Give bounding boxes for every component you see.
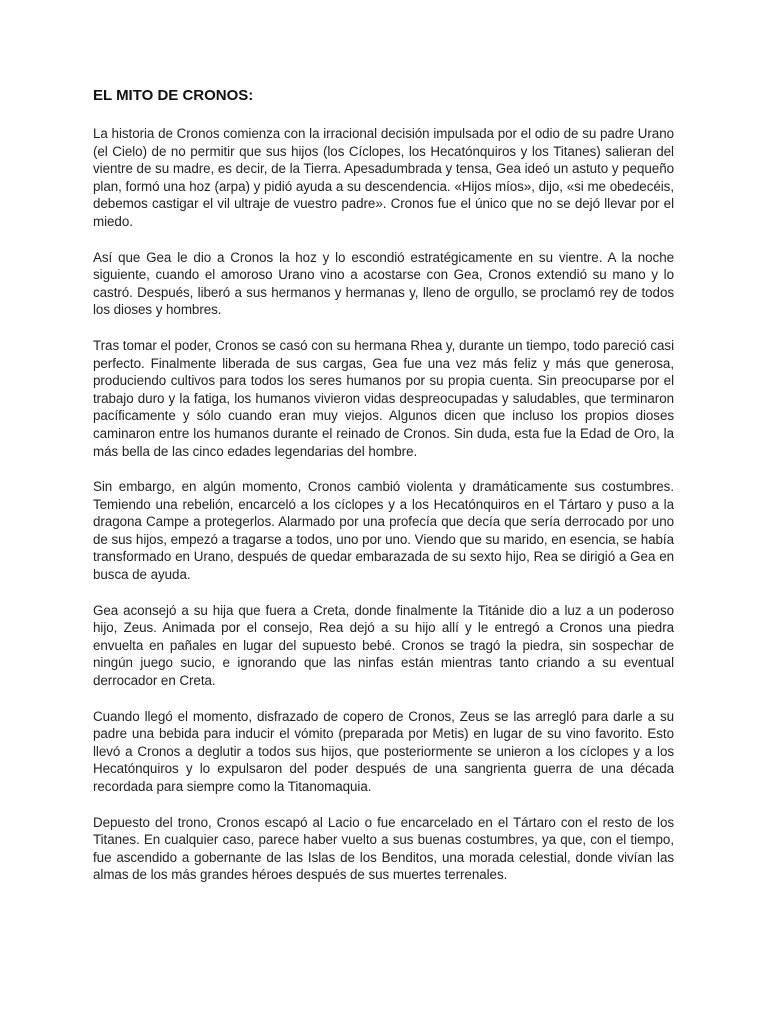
document-title: EL MITO DE CRONOS: — [93, 87, 254, 104]
paragraph-1: La historia de Cronos comienza con la irracional decisión impulsada por el odio de su padre Urano (el Cielo) de no permitir que sus hijos (los Cíclopes, los Hecatónquiros y los Titanes) salieran del vientre de su madre, es decir, de la Tierra. Apesadumbrada y tensa, Gea ideó un astuto y pequeño plan, formó una hoz (arpa) y pidió ayuda a su descendencia. «Hijos míos», dijo, «si me obedecéis, debemos castigar el vil ultraje de vuestro padre». Cronos fue el único que no se dejó llevar por el miedo. — [93, 126, 674, 229]
paragraph-2: Así que Gea le dio a Cronos la hoz y lo escondió estratégicamente en su vientre. A la noche siguiente, cuando el amoroso Urano vino a acostarse con Gea, Cronos extendió su mano y lo castró. Después, liberó a sus hermanos y hermanas y, lleno de orgullo, se proclamó rey de todos los dioses y hombres. — [93, 249, 674, 318]
paragraph-3: Tras tomar el poder, Cronos se casó con su hermana Rhea y, durante un tiempo, todo pareció casi perfecto. Finalmente liberada de sus cargas, Gea fue una vez más feliz y más que generosa, produciendo cultivos para todos los seres humanos por su propia cuenta. Sin preocuparse por el trabajo duro y la fatiga, los humanos vivieron vidas despreocupadas y saludables, que terminaron pacíficamente y sólo cuando eran muy viejos. Algunos dicen que incluso los propios dioses caminaron entre los humanos durante el reinado de Cronos. Sin duda, esta fue la Edad de Oro, la más bella de las cinco edades legendarias del hombre. — [93, 337, 674, 459]
paragraph-5: Gea aconsejó a su hija que fuera a Creta, donde finalmente la Titánide dio a luz a un poderoso hijo, Zeus. Animada por el consejo, Rea dejó a su hijo allí y le entregó a Cronos una piedra envuelta en pañales en lugar del supuesto bebé. Cronos se tragó la piedra, sin sospechar de ningún juego sucio, e ignorando que las ninfas están mientras tanto criando a su eventual derrocador en Creta. — [93, 602, 674, 689]
paragraph-4: Sin embargo, en algún momento, Cronos cambió violenta y dramáticamente sus costumbres. Temiendo una rebelión, encarceló a los cíclopes y a los Hecatónquiros en el Tártaro y puso a la dragona Campe a protegerlos. Alarmado por una profecía que decía que sería derrocado por uno de sus hijos, empezó a tragarse a todos, uno por uno. Viendo que su marido, en esencia, se había transformado en Urano, después de quedar embarazada de su sexto hijo, Rea se dirigió a Gea en busca de ayuda. — [93, 479, 674, 583]
document-body — [93, 86, 674, 902]
paragraph-7: Depuesto del trono, Cronos escapó al Lacio o fue encarcelado en el Tártaro con el resto de los Titanes. En cualquier caso, parece haber vuelto a sus buenas costumbres, ya que, con el tiempo, fue ascendido a gobernante de las Islas de los Benditos, una morada celestial, donde vivían las almas de los más grandes héroes después de sus muertes terrenales. — [93, 814, 674, 883]
paragraph-6: Cuando llegó el momento, disfrazado de copero de Cronos, Zeus se las arregló para darle a su padre una bebida para inducir el vómito (preparada por Metis) en lugar de su vino favorito. Esto llevó a Cronos a deglutir a todos sus hijos, que posteriormente se unieron a los cíclopes y a los Hecatónquiros y lo expulsaron del poder después de una sangrienta guerra de una década recordada para siempre como la Titanomaquia. — [93, 708, 674, 794]
